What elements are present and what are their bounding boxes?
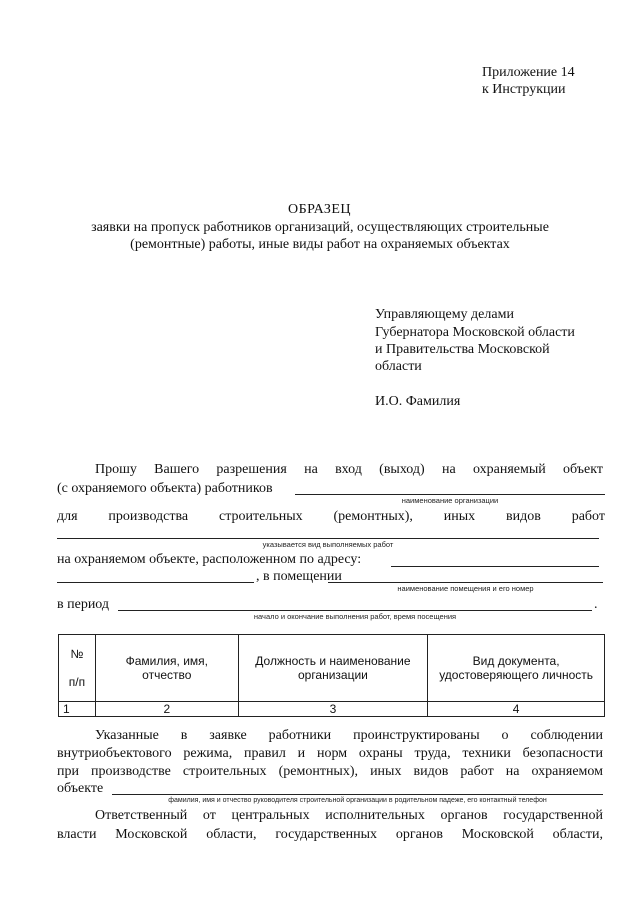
period-end-dot: . (594, 597, 598, 612)
org-name-hint: наименование организации (401, 496, 499, 505)
workers-table (58, 634, 605, 717)
address-field[interactable] (391, 566, 599, 567)
header-number (59, 635, 96, 702)
word: производства (108, 509, 189, 524)
column-number-3: 3 (238, 702, 428, 717)
responsible-person-field[interactable] (112, 794, 603, 795)
header-position: Должность и наименование организации (238, 635, 428, 702)
period-field[interactable] (118, 610, 592, 611)
instructed-line-2: внутриобъектового режима, правил и норм охраны труда, техники безопасности (57, 746, 603, 761)
title-line-1: заявки на пропуск работников организаций, осуществляющих строительные (91, 220, 549, 235)
word: иных (443, 509, 476, 524)
responsible-line-2: власти Московской области, государственных органов Московской области, (57, 827, 603, 842)
header-full-name: Фамилия, имя, отчество (95, 635, 238, 702)
word: для (57, 509, 78, 524)
room-label: , в помещении (256, 569, 342, 584)
annex-line-1: Приложение 14 (482, 65, 575, 80)
work-type-field[interactable] (57, 538, 599, 539)
period-label: в период (57, 597, 110, 612)
addressee-line-2: Губернатора Московской области (375, 325, 575, 340)
addressee-line-4: области (375, 359, 422, 374)
column-number-4: 4 (428, 702, 605, 717)
header-number-top: № (70, 647, 84, 661)
responsible-line-1: Ответственный от центральных исполнительных органов государственной (95, 808, 603, 823)
request-line-2-prefix: (с охраняемого объекта) работников (57, 481, 273, 496)
document-title: ОБРАЗЕЦ (287, 202, 352, 217)
instructed-line-4-prefix: объекте (57, 781, 104, 796)
column-number-1: 1 (59, 702, 96, 717)
column-number-2: 2 (95, 702, 238, 717)
table-row (59, 702, 605, 717)
word: строительных (219, 509, 303, 524)
addressee-line-3: и Правительства Московской (375, 342, 550, 357)
word: работ (571, 509, 605, 524)
request-line-3 (57, 508, 605, 525)
period-hint: начало и окончание выполнения работ, время посещения (253, 612, 457, 621)
request-line-1: Прошу Вашего разрешения на вход (выход) на охраняемый объект (95, 462, 603, 477)
header-number-bottom: п/п (68, 675, 86, 689)
word: (ремонтных), (333, 509, 413, 524)
work-type-hint: указывается вид выполняемых работ (262, 540, 394, 549)
header-document: Вид документа, удостоверяющего личность (428, 635, 605, 702)
address-field-continued[interactable] (57, 582, 254, 583)
room-hint: наименование помещения и его номер (397, 584, 534, 593)
org-name-field[interactable] (295, 494, 605, 495)
annex-line-2: к Инструкции (482, 82, 566, 97)
addressee-line-1: Управляющему делами (375, 307, 514, 322)
address-label: на охраняемом объекте, расположенном по адресу: (57, 552, 362, 567)
table-header-row (59, 635, 605, 702)
title-line-2: (ремонтные) работы, иные виды работ на охраняемых объектах (130, 237, 510, 252)
word: видов (506, 509, 541, 524)
responsible-person-hint: фамилия, имя и отчество руководителя строительной организации в родительном падеже, его контактный телефон (168, 797, 547, 804)
addressee-name: И.О. Фамилия (375, 394, 461, 409)
instructed-line-1: Указанные в заявке работники проинструктированы о соблюдении (95, 728, 603, 743)
instructed-line-3: при производстве строительных (ремонтных), иных видов работ на охраняемом (57, 764, 603, 779)
room-field[interactable] (328, 582, 603, 583)
